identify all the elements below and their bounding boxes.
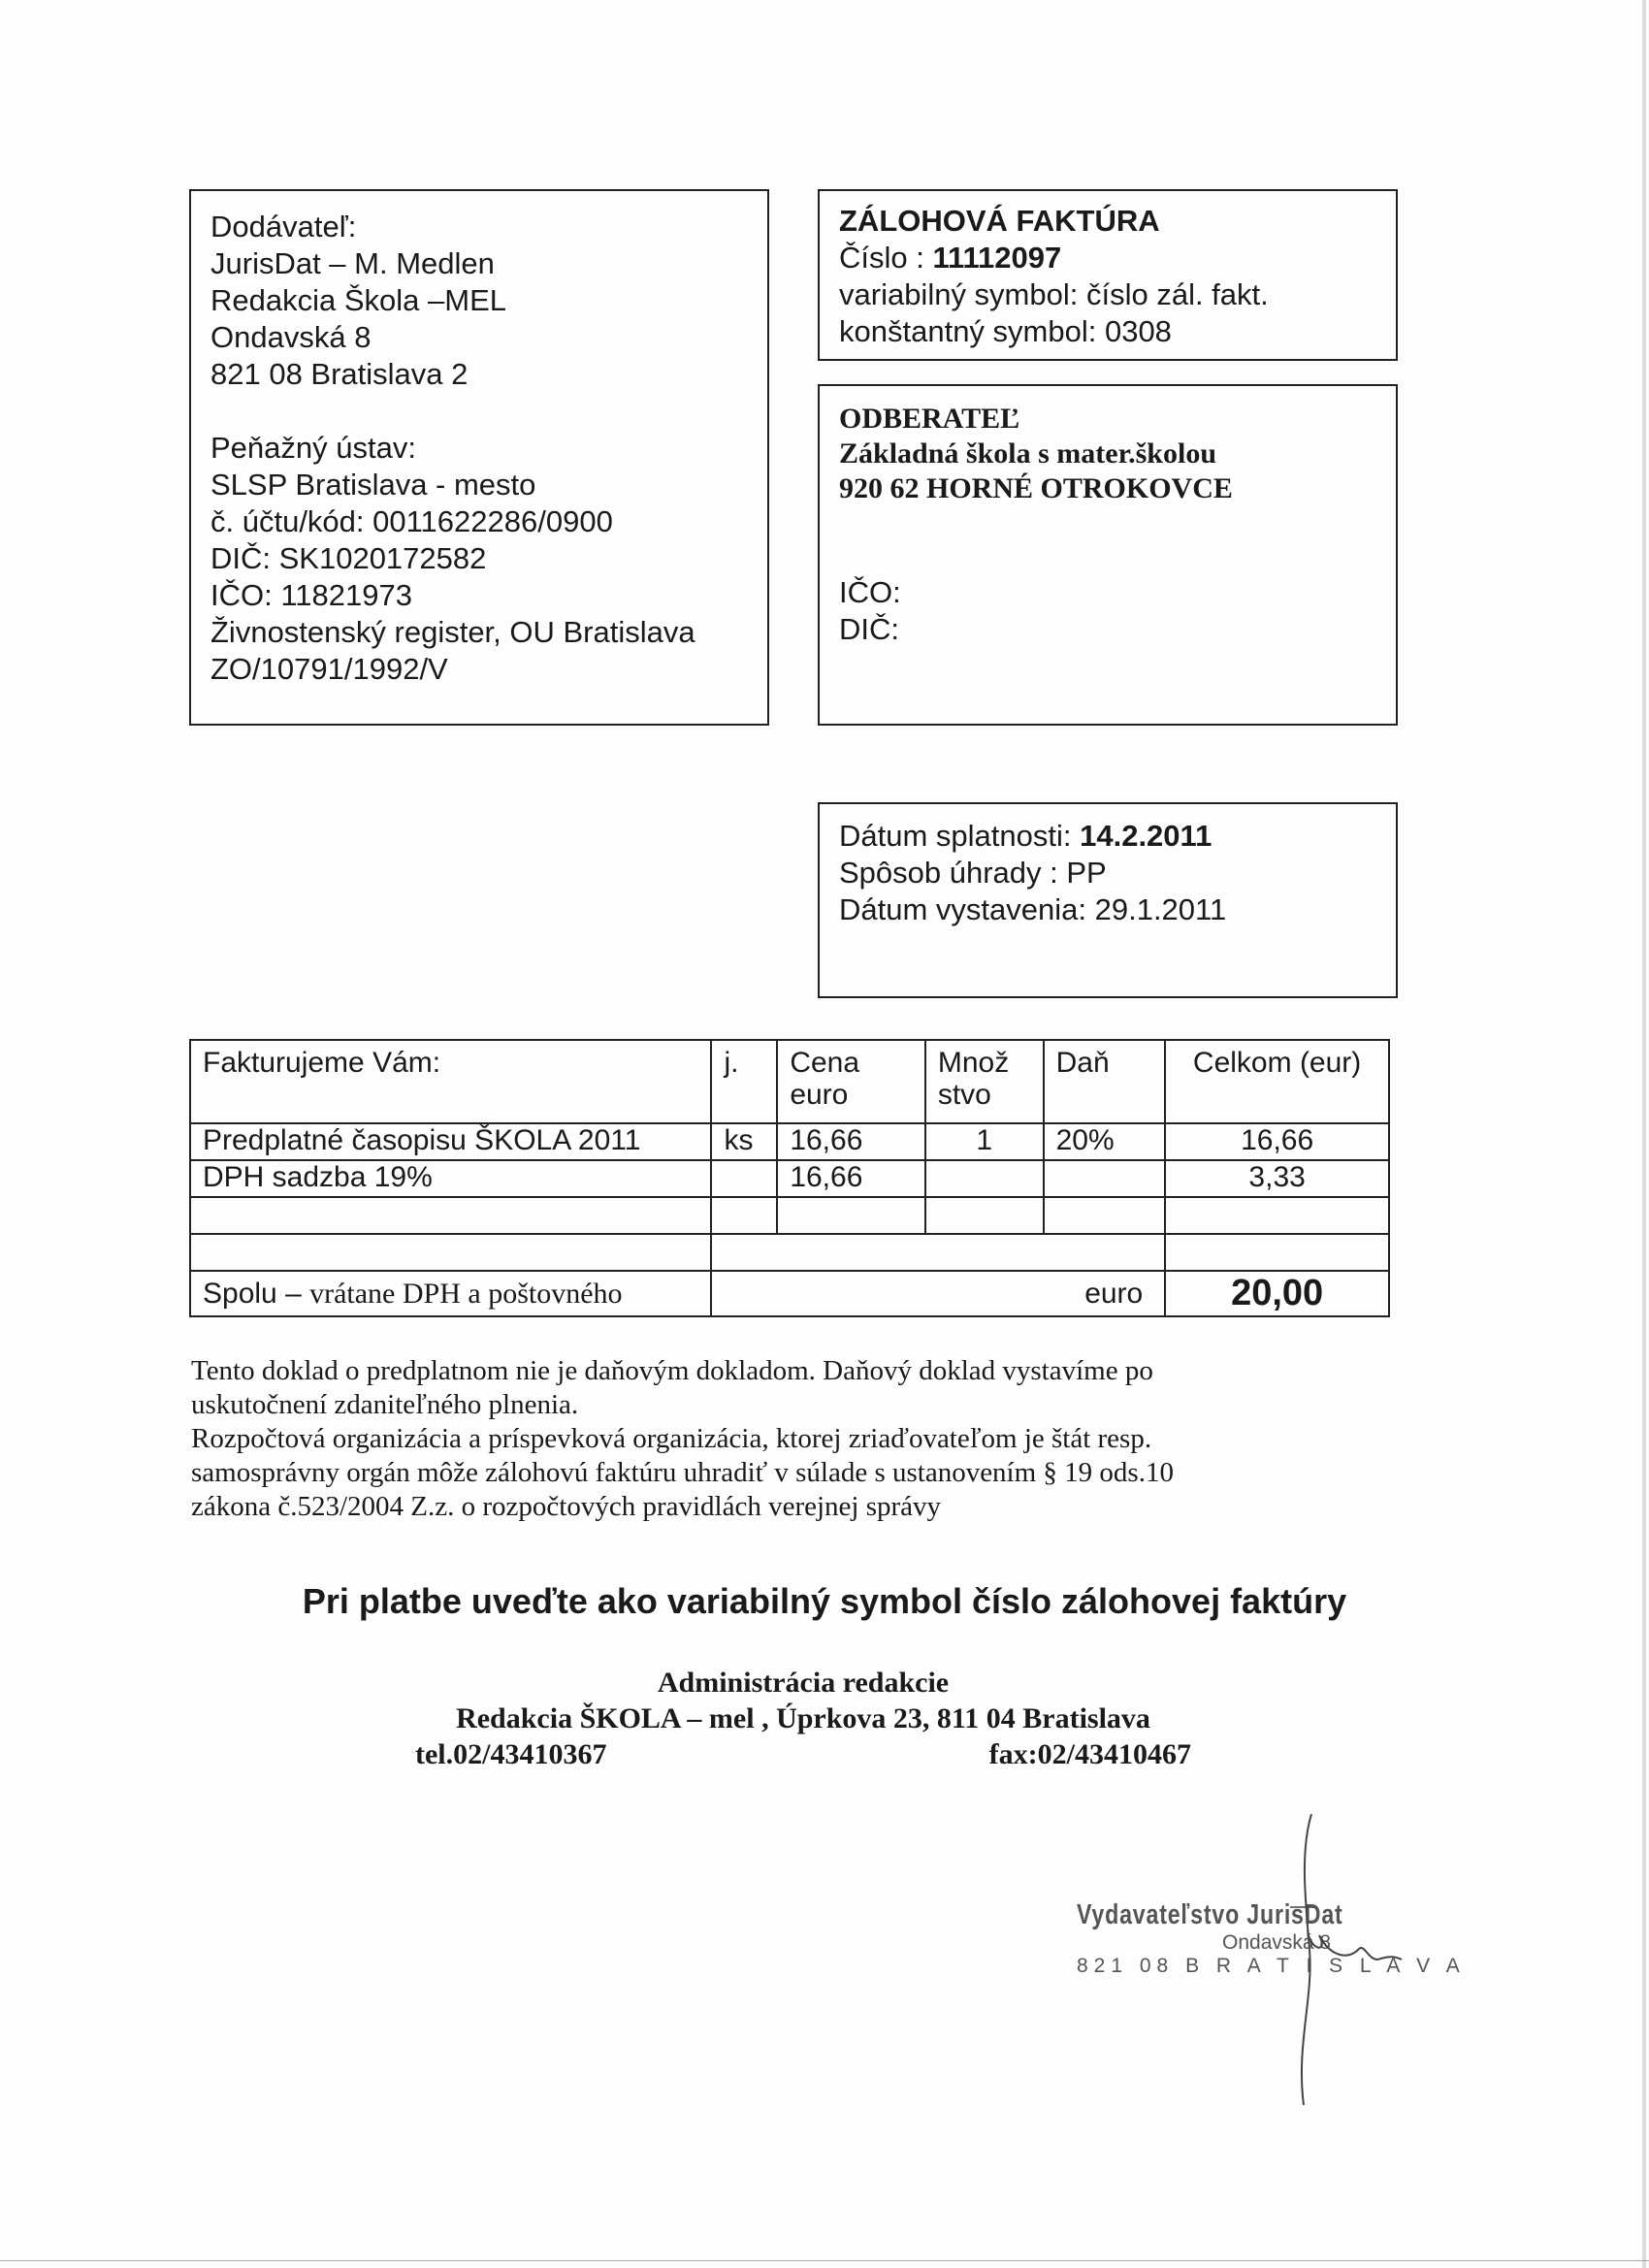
- bank-name: SLSP Bratislava - mesto: [210, 468, 536, 502]
- total-label: [190, 1271, 711, 1316]
- bottom-edge: [0, 2260, 1649, 2261]
- header-price: [777, 1040, 925, 1123]
- table-row: [190, 1160, 1389, 1197]
- supplier-ico: IČO: 11821973: [210, 578, 412, 612]
- row-unit: ks: [711, 1123, 777, 1160]
- row-tax: [1044, 1160, 1166, 1197]
- empty-cell: [190, 1234, 711, 1271]
- paper-edge: [1642, 0, 1646, 2268]
- empty-cell: [190, 1197, 711, 1234]
- note-line: zákona č.523/2004 Z.z. o rozpočtových pravidlách verejnej správy: [191, 1491, 942, 1522]
- stamp-line3: 821 08 B R A T I S L A V A: [1077, 1955, 1466, 1977]
- table-row: [190, 1123, 1389, 1160]
- row-price: 16,66: [777, 1160, 925, 1197]
- invoice-number: 11112097: [932, 241, 1062, 275]
- stamp-line2: Ondavská 8: [1222, 1931, 1332, 1954]
- due-date-line: [839, 818, 1376, 855]
- admin-contacts: [415, 1736, 1191, 1772]
- admin-title: Administrácia redakcie: [657, 1667, 950, 1699]
- row-qty: [925, 1160, 1044, 1197]
- payment-method: Spôsob úhrady : PP: [839, 856, 1107, 890]
- customer-name: Základná škola s mater.školou: [839, 437, 1217, 470]
- admin-fax: fax:02/43410467: [988, 1738, 1191, 1770]
- supplier-city: 821 08 Bratislava 2: [210, 357, 469, 391]
- signature-icon: [1261, 1814, 1416, 2105]
- spacer: [839, 506, 1376, 574]
- total-currency: euro: [711, 1271, 1165, 1316]
- admin-address: Redakcia ŠKOLA – mel , Úprkova 23, 811 04 Bratislava: [456, 1702, 1150, 1734]
- customer-dic: DIČ:: [839, 612, 899, 646]
- notes: [191, 1354, 1404, 1524]
- note-line: samosprávny orgán môže zálohovú faktúru uhradiť v súlade s ustanovením § 19 ods.10: [191, 1457, 1174, 1488]
- header-price-line2: euro: [790, 1079, 849, 1111]
- empty-cell: [1165, 1234, 1389, 1271]
- customer-ico: IČO:: [839, 575, 901, 609]
- total-label-detail: vrátane DPH a poštovného: [309, 1278, 623, 1310]
- total-label-main: Spolu –: [203, 1278, 310, 1310]
- table-total-row: [190, 1271, 1389, 1316]
- supplier-box: [189, 189, 769, 726]
- empty-cell: [925, 1197, 1044, 1234]
- header-qty-line2: stvo: [937, 1079, 991, 1111]
- table-row: [190, 1197, 1389, 1234]
- customer-label: ODBERATEĽ: [839, 403, 1020, 435]
- supplier-street: Ondavská 8: [210, 320, 372, 354]
- header-qty: [925, 1040, 1044, 1123]
- spacer: [210, 393, 748, 430]
- row-unit: [711, 1160, 777, 1197]
- row-item: Predplatné časopisu ŠKOLA 2011: [190, 1123, 711, 1160]
- header-price-line1: Cena: [790, 1047, 860, 1079]
- stamp-line1: Vydavateľstvo JurisDat: [1077, 1899, 1343, 1930]
- invoice-header-box: [818, 189, 1398, 361]
- row-tax: 20%: [1044, 1123, 1166, 1160]
- supplier-dic: DIČ: SK1020172582: [210, 541, 487, 575]
- row-price: 16,66: [777, 1123, 925, 1160]
- dates-box: [818, 802, 1398, 998]
- bank-account: č. účtu/kód: 0011622286/0900: [210, 504, 613, 538]
- constant-symbol: konštantný symbol: 0308: [839, 314, 1172, 348]
- empty-cell: [1165, 1197, 1389, 1234]
- supplier-register-number: ZO/10791/1992/V: [210, 652, 448, 686]
- administration-block: [415, 1665, 1191, 1772]
- invoice-number-line: [839, 240, 1376, 276]
- empty-cell: [777, 1197, 925, 1234]
- row-qty: 1: [925, 1123, 1044, 1160]
- due-date: 14.2.2011: [1080, 819, 1212, 853]
- header-unit: j.: [711, 1040, 777, 1123]
- issue-date: Dátum vystavenia: 29.1.2011: [839, 892, 1227, 926]
- admin-tel: tel.02/43410367: [415, 1738, 607, 1770]
- invoice-number-label: Číslo :: [839, 241, 933, 275]
- table-header-row: [190, 1040, 1389, 1123]
- customer-address: 920 62 HORNÉ OTROKOVCE: [839, 472, 1233, 504]
- header-qty-line1: Množ: [937, 1047, 1010, 1079]
- bank-label: Peňažný ústav:: [210, 431, 416, 465]
- table-row: [190, 1234, 1389, 1271]
- supplier-office: Redakcia Škola –MEL: [210, 283, 506, 317]
- row-total: 16,66: [1165, 1123, 1389, 1160]
- note-line: Rozpočtová organizácia a príspevková organizácia, ktorej zriaďovateľom je štát resp.: [191, 1423, 1152, 1454]
- variable-symbol: variabilný symbol: číslo zál. fakt.: [839, 277, 1269, 311]
- header-total: Celkom (eur): [1165, 1040, 1389, 1123]
- due-date-label: Dátum splatnosti:: [839, 819, 1081, 853]
- header-tax: Daň: [1044, 1040, 1166, 1123]
- customer-box: [818, 384, 1398, 726]
- items-table: [189, 1039, 1390, 1317]
- note-line: Tento doklad o predplatnom nie je daňovým dokladom. Daňový doklad vystavíme po: [191, 1355, 1153, 1386]
- header-item: Fakturujeme Vám:: [190, 1040, 711, 1123]
- supplier-label: Dodávateľ:: [210, 210, 357, 243]
- note-line: uskutočnení zdaniteľného plnenia.: [191, 1389, 579, 1420]
- empty-cell: [711, 1234, 1165, 1271]
- row-item: DPH sadzba 19%: [190, 1160, 711, 1197]
- total-value: 20,00: [1165, 1271, 1389, 1316]
- empty-cell: [1044, 1197, 1166, 1234]
- supplier-company: JurisDat – M. Medlen: [210, 246, 495, 280]
- invoice-title: ZÁLOHOVÁ FAKTÚRA: [839, 204, 1160, 238]
- payment-notice: Pri platbe uveďte ako variabilný symbol číslo zálohovej faktúry: [302, 1581, 1347, 1621]
- row-total: 3,33: [1165, 1160, 1389, 1197]
- empty-cell: [711, 1197, 777, 1234]
- supplier-register: Živnostenský register, OU Bratislava: [210, 615, 695, 649]
